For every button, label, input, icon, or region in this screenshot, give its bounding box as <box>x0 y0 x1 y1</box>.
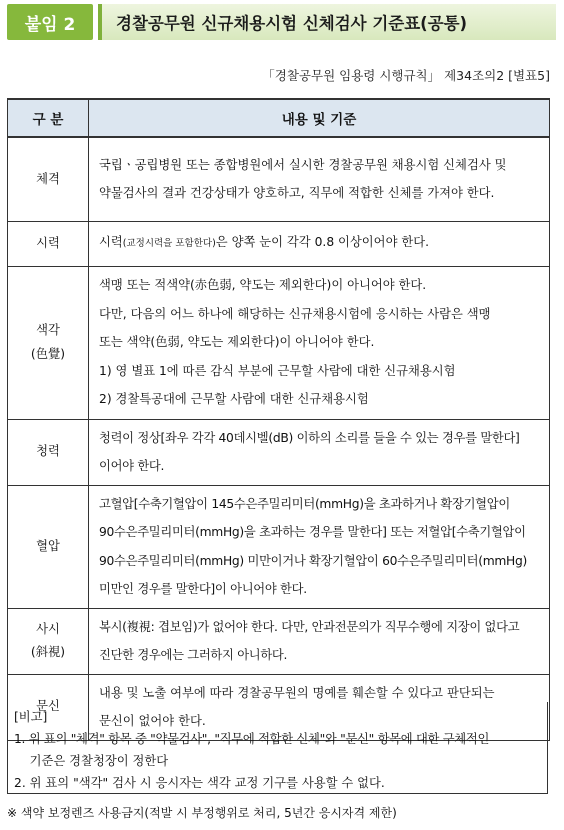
remarks-line: 2. 위 표의 "색각" 검사 시 응시자는 색각 교정 기구를 사용할 수 없다. <box>14 776 385 790</box>
remarks-line: 기준은 경찰청장이 정한다 <box>14 754 169 768</box>
category-label: 청력 <box>36 444 60 459</box>
row-content <box>89 485 550 608</box>
content-line: 1) 영 별표 1에 따른 감식 부분에 근무할 사람에 대한 신규채용시험 <box>99 363 456 378</box>
table-row-hearing <box>8 419 550 485</box>
category-label: 혈압 <box>36 538 60 553</box>
vision-rest: 은 양쪽 눈이 각각 0.8 이상이어야 한다. <box>215 235 430 250</box>
footnote: ※ 색약 보정렌즈 사용금지(적발 시 부정행위로 처리, 5년간 응시자격 제한) <box>7 806 397 820</box>
table-row-physique <box>8 137 550 221</box>
vision-note-small: (교정시력을 포함한다) <box>122 238 216 250</box>
content-line: 이어야 한다. <box>99 459 165 473</box>
content-line: 다만, 다음의 어느 하나에 해당하는 신규채용시험에 응시하는 사람은 색맹 <box>99 306 491 321</box>
row-category <box>8 266 89 419</box>
row-content <box>89 419 550 485</box>
vision-prefix: 시력 <box>99 235 123 250</box>
table-row-vision <box>8 221 550 266</box>
row-content <box>89 137 550 221</box>
content-line: 약물검사의 결과 건강상태가 양호하고, 직무에 적합한 신체를 가져야 한다. <box>99 186 495 201</box>
source-reference: 「경찰공무원 임용령 시행규칙」 제34조의2 [별표5] <box>262 68 550 83</box>
category-label: 체격 <box>36 171 60 186</box>
category-hanja: (斜視) <box>30 645 66 659</box>
column-header-category: 구 분 <box>8 99 89 137</box>
content-line: 진단한 경우에는 그러하지 아니하다. <box>99 648 288 662</box>
table-row-strabismus <box>8 608 550 674</box>
page-title: 경찰공무원 신규채용시험 신체검사 기준표(공통) <box>98 4 556 40</box>
row-content <box>89 221 550 266</box>
content-line: 문신이 없어야 한다. <box>99 714 206 728</box>
remarks-line: 1. 위 표의 "체격" 항목 중 "약물검사", "직무에 적합한 신체"와 "문신" 항목에 대한 구체적인 <box>14 732 490 746</box>
row-category <box>8 221 89 266</box>
row-category <box>8 419 89 485</box>
table-row-blood-pressure <box>8 485 550 608</box>
content-line: 청력이 정상[좌우 각각 40데시벨(dB) 이하의 소리를 들을 수 있는 경우를 말한다] <box>99 430 520 445</box>
category-label: 시력 <box>36 235 60 250</box>
content-line: 2) 경찰특공대에 근무할 사람에 대한 신규채용시험 <box>99 392 369 407</box>
content-line: 미만인 경우를 말한다]이 아니어야 한다. <box>99 582 307 596</box>
content-line: 내용 및 노출 여부에 따라 경찰공무원의 명예를 훼손할 수 있다고 판단되는 <box>99 685 495 700</box>
content-line: 90수은주밀리미터(mmHg)을 초과하는 경우를 말한다] 또는 저혈압[수축기혈압이 <box>99 525 526 539</box>
category-label: 문신 <box>36 699 60 714</box>
page-header <box>7 4 556 40</box>
category-hanja: (色覺) <box>30 346 66 361</box>
content-line: 복시(複視: 겹보임)가 없어야 한다. 다만, 안과전문의가 직무수행에 지장이 없다고 <box>99 619 520 634</box>
row-content <box>89 266 550 419</box>
table-row-color-vision <box>8 266 550 419</box>
category-label: 색각 <box>36 323 60 338</box>
criteria-table <box>7 98 550 741</box>
content-line: 국립ㆍ공립병원 또는 종합병원에서 실시한 경찰공무원 채용시험 신체검사 및 <box>99 157 507 172</box>
row-category <box>8 137 89 221</box>
column-header-content: 내용 및 기준 <box>89 99 550 137</box>
content-line: 또는 색약(色弱, 약도는 제외한다)이 아니어야 한다. <box>99 335 375 350</box>
remarks-box <box>7 702 548 794</box>
attachment-badge: 붙임 2 <box>7 4 93 40</box>
remarks-title: [비고] <box>14 710 48 724</box>
row-category <box>8 608 89 674</box>
table-header-row <box>8 99 550 137</box>
content-line <box>99 228 541 259</box>
content-line: 색맹 또는 적색약(赤色弱, 약도는 제외한다)이 아니어야 한다. <box>99 278 427 293</box>
row-content <box>89 608 550 674</box>
category-label: 사시 <box>36 621 60 636</box>
content-line: 고혈압[수축기혈압이 145수은주밀리미터(mmHg)을 초과하거나 확장기혈압이 <box>99 496 510 511</box>
row-category <box>8 485 89 608</box>
content-line: 90수은주밀리미터(mmHg) 미만이거나 확장기혈압이 60수은주밀리미터(mmHg) <box>99 553 528 568</box>
